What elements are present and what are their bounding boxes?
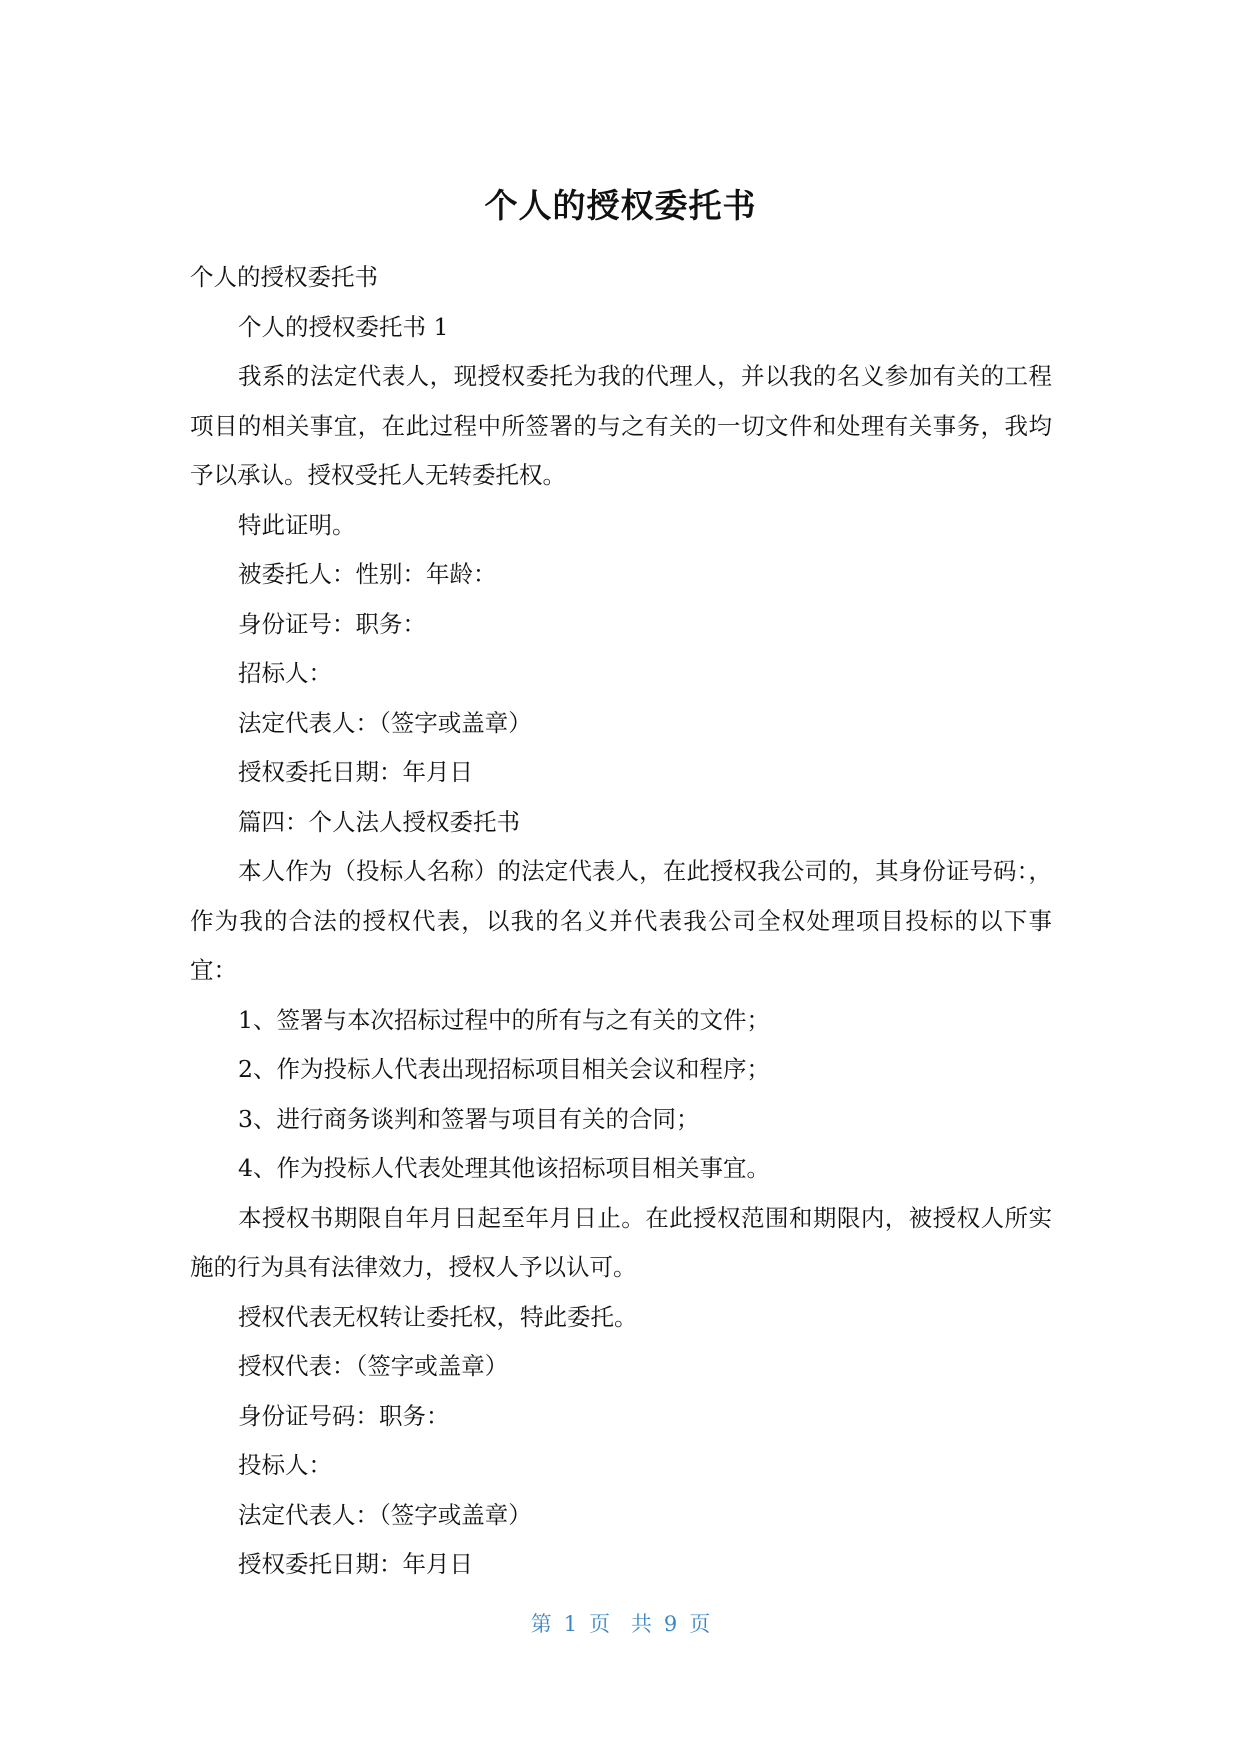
paragraph: 我系的法定代表人，现授权委托为我的代理人，并以我的名义参加有关的工程项目的相关事宜，在此过程中所签署的与之有关的一切文件和处理有关事务，我均予以承认。授权受托人无转委托权。 [190, 362, 1052, 489]
paragraph: 法定代表人：（签字或盖章） [238, 1500, 532, 1529]
paragraph: 本人作为（投标人名称）的法定代表人，在此授权我公司的，其身份证号码：，作为我的合法的授权代表，以我的名义并代表我公司全权处理项目投标的以下事宜： [190, 857, 1052, 984]
paragraph: 个人的授权委托书 1 [238, 312, 449, 341]
list-item: 3、进行商务谈判和签署与项目有关的合同； [238, 1104, 700, 1133]
current-page-number: 1 [563, 1612, 578, 1636]
paragraph: 授权代表：（签字或盖章） [238, 1352, 509, 1380]
paragraph: 篇四：个人法人授权委托书 [238, 807, 520, 836]
document-title: 个人的授权委托书 [484, 186, 757, 225]
footer-middle: 页 共 [589, 1612, 652, 1636]
list-item: 4、作为投标人代表处理其他该招标项目相关事宜。 [238, 1154, 770, 1182]
page-footer [0, 1610, 1241, 1638]
footer-prefix: 第 [530, 1612, 552, 1636]
paragraph: 投标人： [238, 1451, 332, 1479]
total-pages-number: 9 [663, 1612, 678, 1636]
document-body [190, 253, 1052, 1590]
paragraph: 法定代表人：（签字或盖章） [238, 708, 532, 737]
paragraph: 个人的授权委托书 [190, 263, 378, 291]
paragraph: 特此证明。 [238, 510, 356, 539]
paragraph: 身份证号：职务： [238, 609, 426, 638]
paragraph: 授权代表无权转让委托权，特此委托。 [238, 1302, 638, 1331]
footer-suffix: 页 [689, 1612, 711, 1636]
paragraph: 被委托人：性别：年龄： [238, 560, 497, 588]
list-item: 1、签署与本次招标过程中的所有与之有关的文件； [238, 1005, 770, 1034]
paragraph: 授权委托日期：年月日 [238, 758, 473, 786]
paragraph: 身份证号码：职务： [238, 1401, 450, 1430]
list-item: 2、作为投标人代表出现招标项目相关会议和程序； [238, 1055, 770, 1083]
paragraph: 本授权书期限自年月日起至年月日止。在此授权范围和期限内，被授权人所实施的行为具有法律效力，授权人予以认可。 [190, 1203, 1052, 1281]
paragraph: 招标人： [238, 659, 332, 687]
paragraph: 授权委托日期：年月日 [238, 1550, 473, 1578]
